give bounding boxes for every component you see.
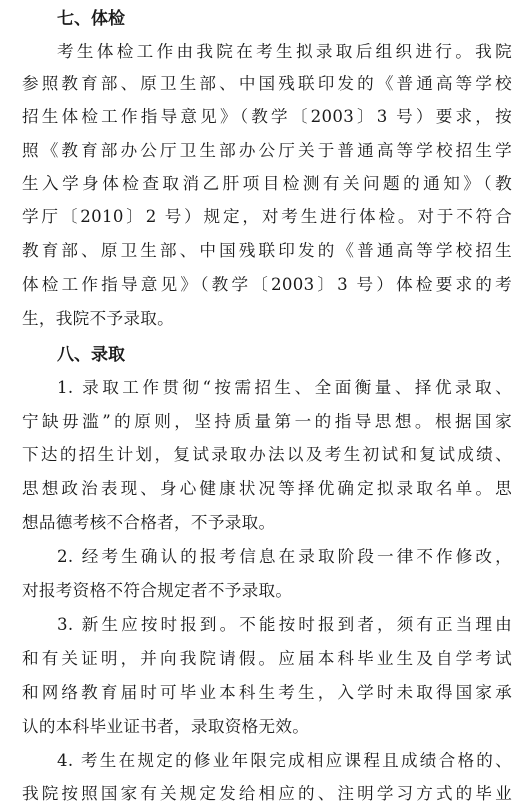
paragraph-line: 3. 新生应按时报到。不能按时报到者，须有正当理由 xyxy=(57,615,512,634)
paragraph-line: 招生体检工作指导意见》（教学〔2003〕3 号）要求，按 xyxy=(22,107,512,126)
paragraph-line: 参照教育部、原卫生部、中国残联印发的《普通高等学校 xyxy=(22,74,512,93)
paragraph-line: 考生体检工作由我院在考生拟录取后组织进行。我院 xyxy=(57,42,512,61)
paragraph-line: 照《教育部办公厅卫生部办公厅关于普通高等学校招生学 xyxy=(22,141,512,160)
paragraph-line: 教育部、原卫生部、中国残联印发的《普通高等学校招生 xyxy=(22,241,512,260)
paragraph-line: 想品德考核不合格者，不予录取。 xyxy=(22,513,276,532)
section-heading-admission: 八、录取 xyxy=(57,345,125,365)
paragraph-line: 和网络教育届时可毕业本科生考生，入学时未取得国家承 xyxy=(22,683,512,702)
paragraph-line: 宁缺毋滥”的原则，坚持质量第一的指导思想。根据国家 xyxy=(22,412,512,431)
paragraph-line: 和有关证明，并向我院请假。应届本科毕业生及自学考试 xyxy=(22,649,512,668)
paragraph-line: 1. 录取工作贯彻“按需招生、全面衡量、择优录取、 xyxy=(57,378,512,397)
paragraph-line: 认的本科毕业证书者，录取资格无效。 xyxy=(22,717,310,736)
paragraph-line: 下达的招生计划，复试录取办法以及考生初试和复试成绩、 xyxy=(22,445,512,464)
paragraph-line: 学厅〔2010〕2 号）规定，对考生进行体检。对于不符合 xyxy=(22,207,512,226)
paragraph-line: 2. 经考生确认的报考信息在录取阶段一律不作修改， xyxy=(57,547,512,566)
paragraph-line: 生，我院不予录取。 xyxy=(22,309,175,328)
paragraph-line: 对报考资格不符合规定者不予录取。 xyxy=(22,581,293,600)
paragraph-line: 我院按照国家有关规定发给相应的、注明学习方式的毕业 xyxy=(22,784,512,803)
paragraph-line: 生入学身体检查取消乙肝项目检测有关问题的通知》（教 xyxy=(22,174,512,193)
paragraph-line: 体检工作指导意见》（教学〔2003〕3 号）体检要求的考 xyxy=(22,275,512,294)
section-heading-physical-exam: 七、体检 xyxy=(57,9,125,29)
paragraph-line: 思想政治表现、身心健康状况等择优确定拟录取名单。思 xyxy=(22,479,512,498)
paragraph-line: 4. 考生在规定的修业年限完成相应课程且成绩合格的、 xyxy=(57,751,512,770)
